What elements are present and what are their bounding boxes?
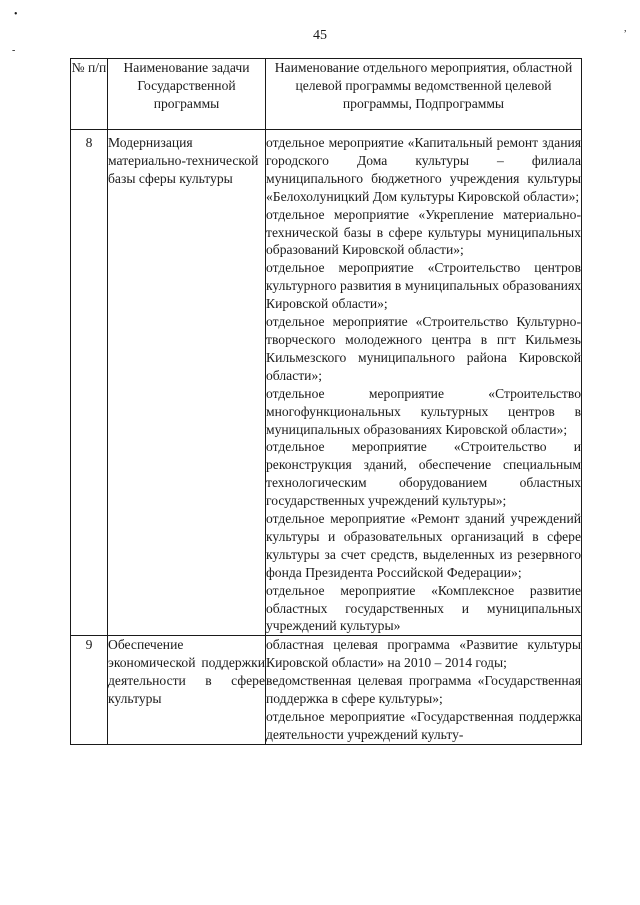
header-task: Наименование задачи Государственной программы [108,59,266,130]
event-item: ведомственная целевая программа «Государственная поддержка в сфере культуры»; [266,673,581,707]
event-list [266,130,582,636]
row-number: 8 [71,130,108,636]
header-num: № п/п [71,59,108,130]
event-item: отдельное мероприятие «Капитальный ремонт здания городского Дома культуры – филиала муниципального бюджетного учреждения культуры «Белохолуницкий Дом культуры Кировской области»; [266,135,581,204]
event-item: отдельное мероприятие «Государственная поддержка деятельности учреждений культу- [266,709,581,742]
table-row [71,636,582,744]
scan-speck: • [14,9,18,20]
event-item: отдельное мероприятие «Укрепление материально-технической базы в сфере культуры муниципальных образований Кировской области»; [266,206,581,258]
table-header-row [71,59,582,130]
task-name: Модернизация материально-технической базы сферы культуры [108,130,266,636]
programs-table [70,58,582,745]
event-item: отдельное мероприятие «Ремонт зданий учреждений культуры и образовательных организаций в сфере культуры за счет средств, выделенных из резервного фонда Президента Российской Федерации»; [266,511,581,580]
event-item: отдельное мероприятие «Строительство Культурно-творческого молодежного центра в пгт Кильмезь Кильмезского муниципального района Кировской области»; [266,314,581,383]
page-number: 45 [313,28,327,43]
row-number: 9 [71,636,108,744]
header-event: Наименование отдельного мероприятия, областной целевой программы ведомственной целевой программы, Подпрограммы [266,59,582,130]
event-item: отдельное мероприятие «Строительство многофункциональных культурных центров в муниципальных образованиях Кировской области»; [266,385,581,437]
scan-speck: - [12,45,16,56]
task-name: Обеспечение экономической поддержки деятельности в сфере культуры [108,636,266,744]
event-list [266,636,582,744]
scan-speck: , [624,23,627,34]
table-row [71,130,582,636]
event-item: областная целевая программа «Развитие культуры Кировской области» на 2010 – 2014 годы; [266,637,581,671]
event-item: отдельное мероприятие «Строительство и реконструкция зданий, обеспечение специальным технологическим оборудованием областных государственных учреждений культуры»; [266,439,581,509]
event-item: отдельное мероприятие «Комплексное развитие областных государственных и муниципальных учреждений культуры» [266,582,581,634]
event-item: отдельное мероприятие «Строительство центров культурного развития в муниципальных образованиях Кировской области»; [266,260,581,312]
